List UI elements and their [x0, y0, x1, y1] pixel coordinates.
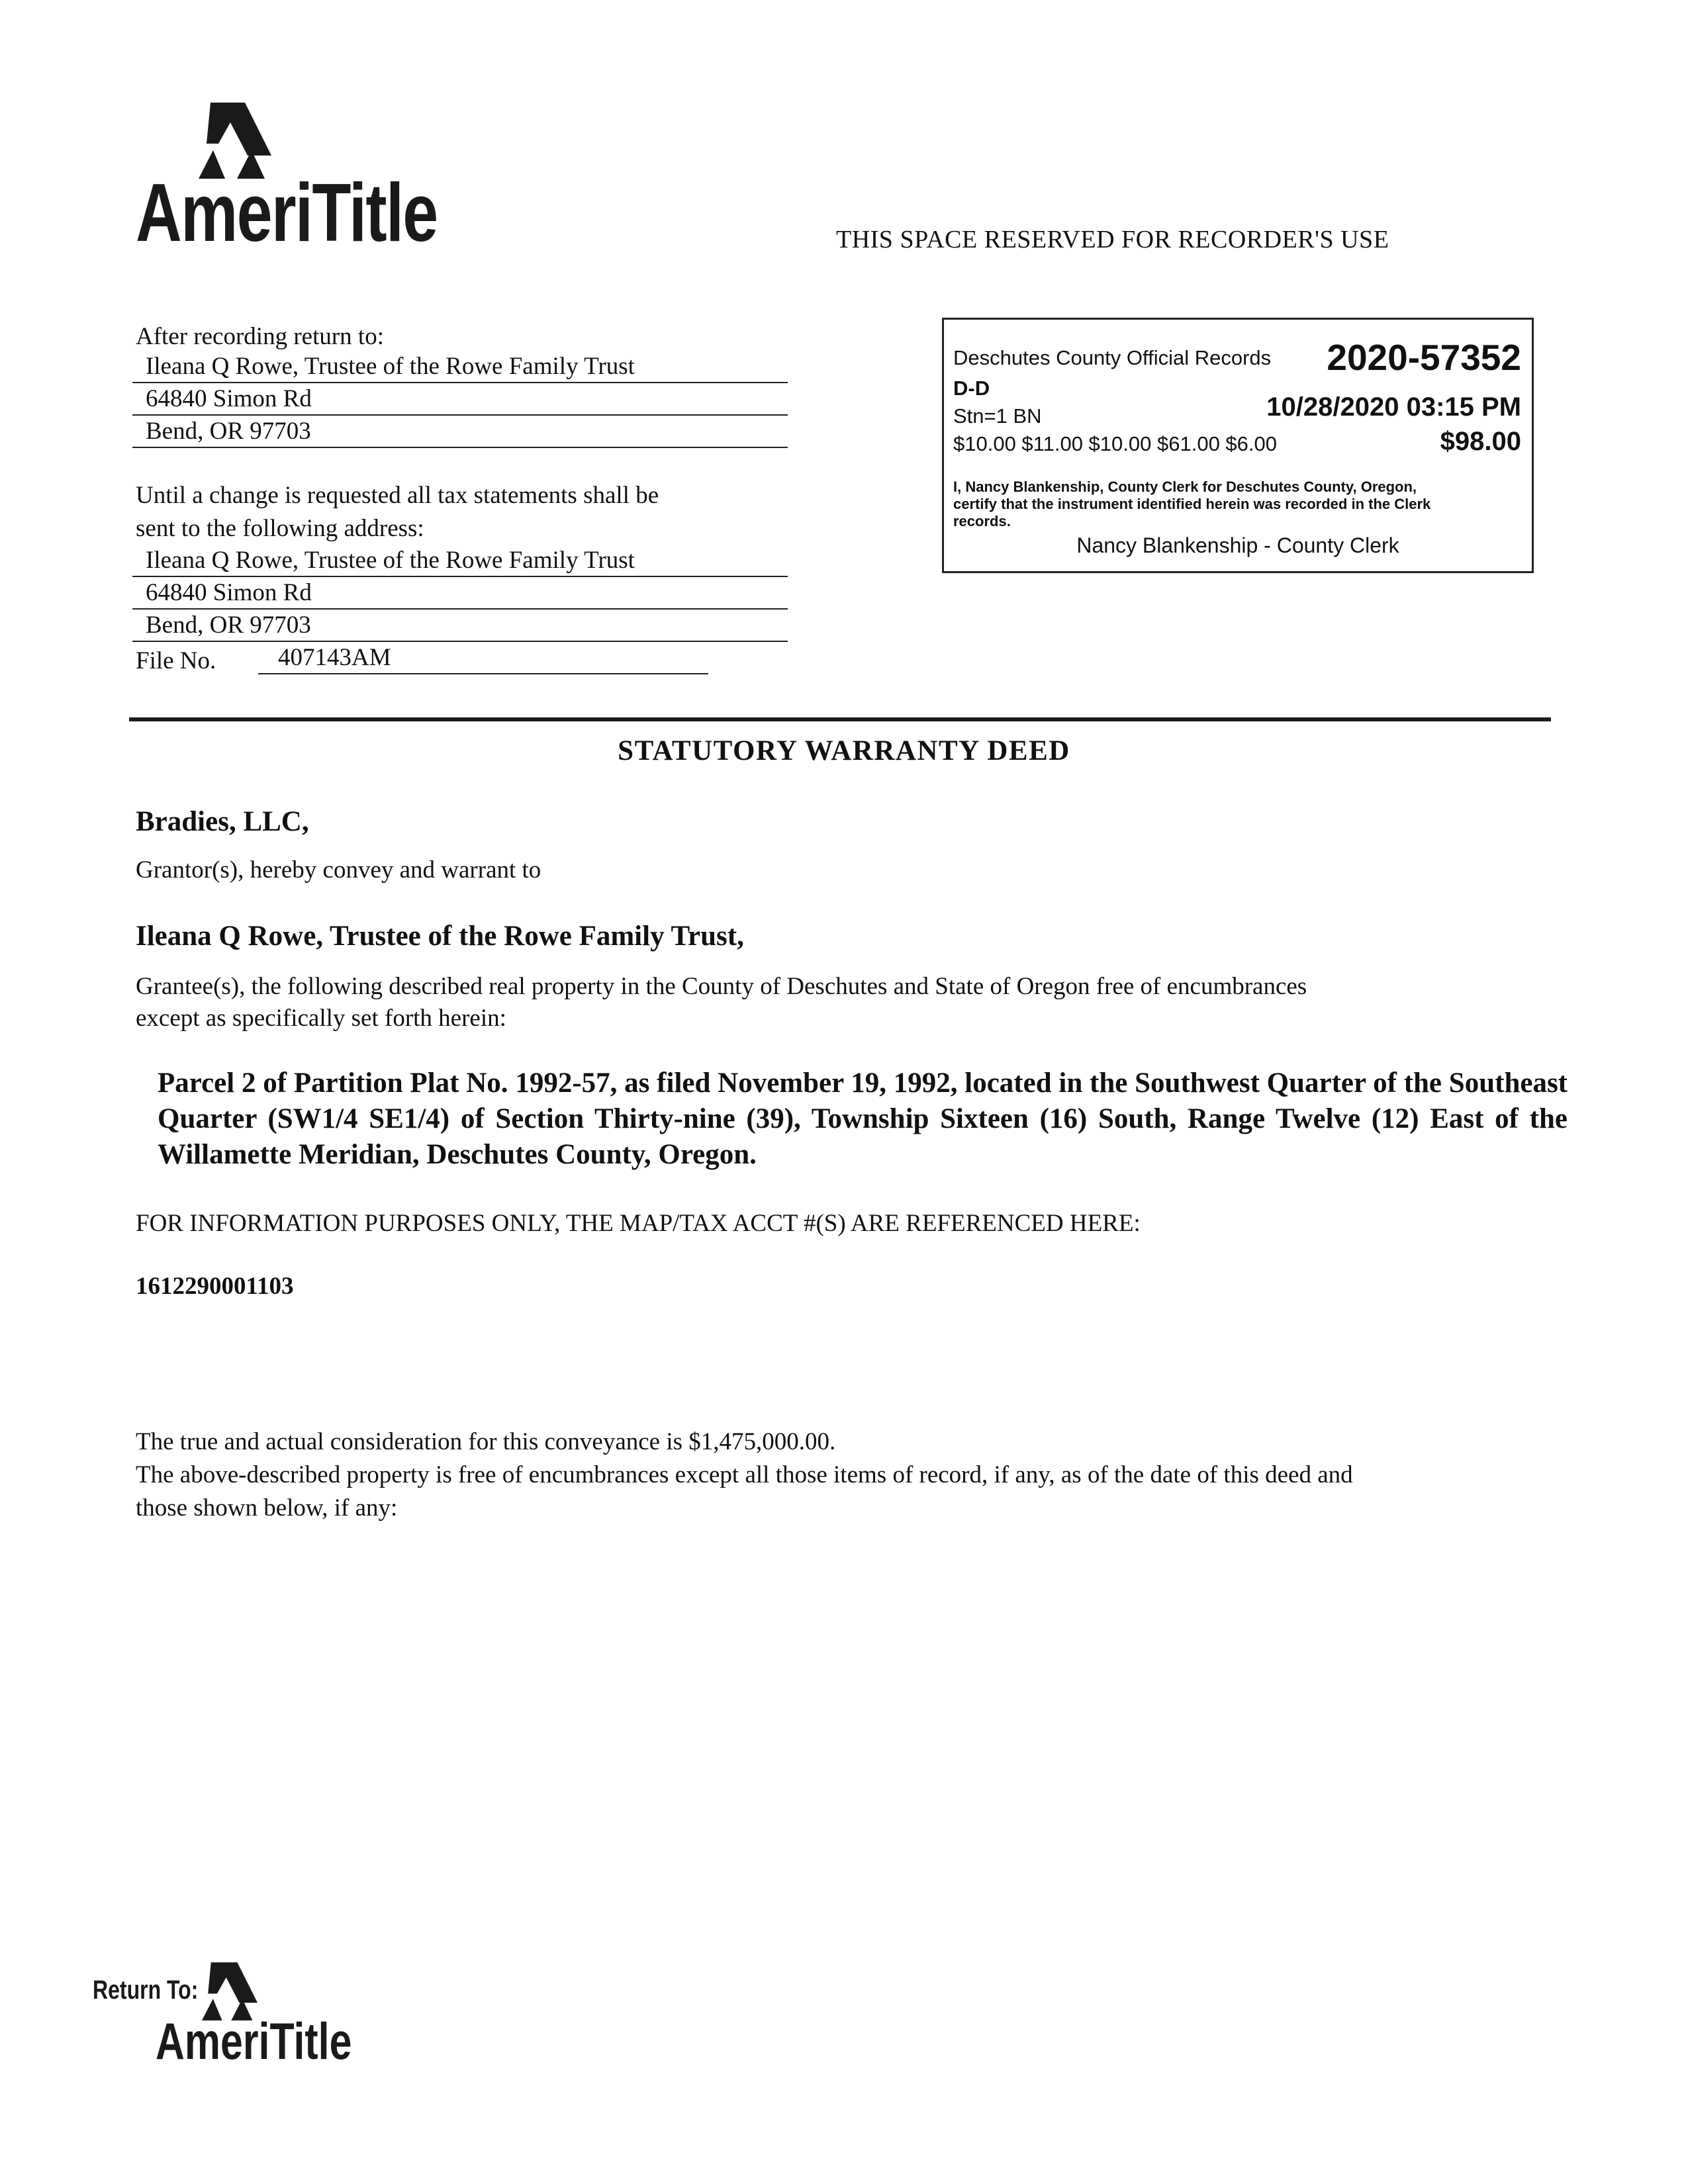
- stamp-doc-type: D-D: [953, 377, 990, 400]
- return-heading: After recording return to:: [136, 323, 384, 350]
- section-divider: [129, 717, 1551, 721]
- file-no-value: 407143AM: [258, 645, 708, 674]
- stamp-datetime: 10/28/2020 03:15 PM: [1266, 392, 1521, 422]
- return-line-3: Bend, OR 97703: [132, 419, 788, 448]
- recorder-stamp: [942, 318, 1534, 573]
- stamp-cert-2: certify that the instrument identified herein was recorded in the Clerk: [953, 496, 1431, 512]
- stamp-fees: $10.00 $11.00 $10.00 $61.00 $6.00: [953, 432, 1277, 455]
- legal-description: Parcel 2 of Partition Plat No. 1992-57, as filed November 19, 1992, located in the Southwest Quarter of the Southeast Quarter (SW1/4 SE1/4) of Section Thirty-nine (39), Township Sixteen (16) South, Range Twelve (12) East of the Willamette Meridian, Deschutes County, Oregon.: [158, 1068, 1568, 1170]
- deed-title: STATUTORY WARRANTY DEED: [618, 735, 1070, 766]
- tax-heading-2: sent to the following address:: [136, 515, 424, 542]
- logo-wordmark: AmeriTitle: [136, 167, 438, 259]
- tax-line-3: Bend, OR 97703: [132, 613, 788, 642]
- footer-logo: [93, 1962, 397, 2068]
- stamp-cert-1: I, Nancy Blankenship, County Clerk for Deschutes County, Oregon,: [953, 478, 1417, 495]
- map-tax-note: FOR INFORMATION PURPOSES ONLY, THE MAP/TAX ACCT #(S) ARE REFERENCED HERE:: [136, 1210, 1141, 1237]
- stamp-doc-number: 2020-57352: [1327, 337, 1521, 378]
- map-tax-acct: 1612290001103: [136, 1273, 294, 1300]
- file-no-label: File No.: [136, 647, 216, 674]
- grantor-clause: Grantor(s), hereby convey and warrant to: [136, 856, 541, 884]
- ameritile-logo: [136, 103, 480, 258]
- stamp-office: Deschutes County Official Records: [953, 346, 1272, 369]
- tax-heading-1: Until a change is requested all tax statements shall be: [136, 482, 659, 509]
- stamp-total: $98.00: [1440, 427, 1521, 456]
- recorder-use-note: THIS SPACE RESERVED FOR RECORDER'S USE: [836, 226, 1389, 253]
- footer-wordmark: AmeriTitle: [156, 2012, 352, 2070]
- stamp-stn: Stn=1 BN: [953, 404, 1042, 428]
- grantee-clause-2: except as specifically set forth herein:: [136, 1005, 506, 1032]
- encumbrance-2: those shown below, if any:: [136, 1494, 398, 1522]
- stamp-clerk: Nancy Blankenship - County Clerk: [1076, 533, 1399, 557]
- grantee-name: Ileana Q Rowe, Trustee of the Rowe Family Trust,: [136, 921, 744, 952]
- tax-line-2: 64840 Simon Rd: [132, 580, 788, 610]
- footer-return-to: Return To:: [93, 1976, 199, 2005]
- consideration: The true and actual consideration for this conveyance is $1,475,000.00.: [136, 1428, 836, 1455]
- encumbrance-1: The above-described property is free of encumbrances except all those items of record, if any, as of the date of this deed and: [136, 1461, 1353, 1488]
- return-line-2: 64840 Simon Rd: [132, 387, 788, 416]
- stamp-cert-3: records.: [953, 513, 1011, 529]
- tax-line-1: Ileana Q Rowe, Trustee of the Rowe Family Trust: [132, 548, 788, 577]
- grantee-clause-1: Grantee(s), the following described real property in the County of Deschutes and State of Oregon free of encumbrances: [136, 973, 1307, 1000]
- return-line-1: Ileana Q Rowe, Trustee of the Rowe Family Trust: [132, 354, 788, 383]
- grantor-name: Bradies, LLC,: [136, 806, 309, 837]
